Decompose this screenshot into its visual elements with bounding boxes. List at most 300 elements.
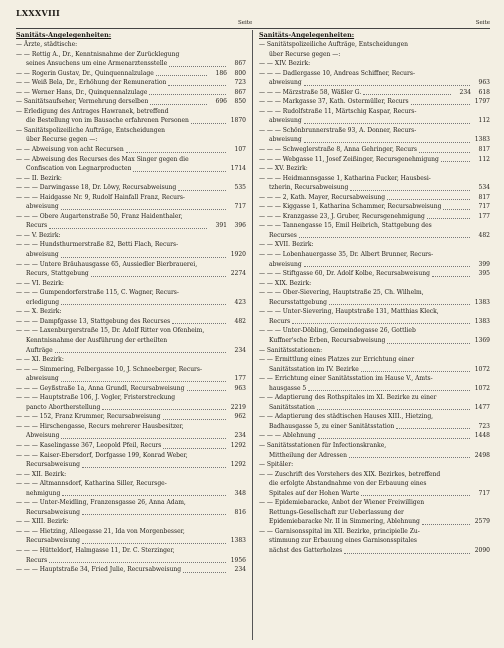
- entry-text: Abweisung: [26, 432, 60, 440]
- entry-text: — — X. Bezirk:: [16, 308, 62, 316]
- dot-leader: [304, 85, 470, 86]
- dot-leader: [308, 390, 470, 391]
- index-entry: [16, 498, 246, 508]
- index-entry: [259, 59, 490, 69]
- index-entry: [259, 451, 490, 461]
- index-entry: [16, 441, 246, 451]
- entry-text: — — — Kaiser-Ebersdorf, Dorfgasse 199, Konrad Weber,: [16, 451, 188, 459]
- entry-text: — — Zuschrift des Vorstehers des XIX. Bezirkes, betreffend: [259, 470, 441, 478]
- page-reference: 399: [478, 260, 490, 268]
- index-entry: [16, 155, 246, 165]
- index-entry: [259, 279, 490, 289]
- entry-text: — — — 2, Kath. Mayer, Recursabweisung: [259, 193, 386, 201]
- index-entry: [16, 470, 246, 480]
- page-reference: 1383: [474, 136, 490, 144]
- index-entry: [259, 412, 490, 422]
- right-column: [253, 30, 490, 640]
- index-entry: [16, 365, 246, 375]
- section-title: Sanitäts-Angelegenheiten:: [16, 31, 112, 39]
- page-reference: 1072: [474, 365, 490, 373]
- entry-text: — — — Laxenburgerstraße 15, Dr. Adolf Ritter von Ofenheim,: [16, 327, 205, 335]
- index-entry: [16, 88, 246, 98]
- entry-text: — — — Schönbrunnerstraße 93, A. Donner, Recurs-: [259, 126, 417, 134]
- page-reference: 1714: [230, 165, 246, 173]
- entry-text: — — V. Bezirk:: [16, 231, 61, 239]
- entry-text: Epidemiebaracke Nr. II in Simmering, Ablehnung: [269, 518, 420, 526]
- page-reference: 1383: [474, 298, 490, 306]
- index-entry: [259, 422, 490, 432]
- dot-leader: [61, 257, 226, 258]
- index-entry: [259, 88, 490, 98]
- entry-text: — — — Unter-Meidling, Franzensgasse 26, Anna Adam,: [16, 499, 186, 507]
- page-reference: 423: [234, 298, 246, 306]
- page-reference: 1956: [230, 556, 246, 564]
- page-reference: 1383: [230, 537, 246, 545]
- dot-leader: [82, 467, 226, 468]
- entry-text: — Ärzte, städtische:: [16, 41, 78, 48]
- page-reference-second: 396: [234, 222, 246, 230]
- page-reference: 234: [234, 566, 246, 574]
- entry-text: — — — Kiggasse 1, Katharina Schammer, Recursabweisung: [259, 203, 442, 211]
- dot-leader: [387, 343, 470, 344]
- index-entry: [16, 279, 246, 289]
- entry-text: — — XII. Bezirk:: [16, 470, 67, 478]
- dot-leader: [163, 419, 226, 420]
- page-reference: 395: [478, 270, 490, 278]
- index-entry: [259, 374, 490, 384]
- index-entry: [16, 69, 246, 79]
- entry-text: — — VI. Bezirk:: [16, 279, 64, 287]
- dot-leader: [49, 228, 207, 229]
- index-entry: [16, 97, 246, 107]
- dot-leader: [102, 409, 226, 410]
- page-reference: 1369: [474, 336, 490, 344]
- entry-text: — — Werner Hans, Dr., Quinquennalzulage: [16, 88, 148, 96]
- entry-text: erledigung: [26, 298, 60, 306]
- entry-text: — — — Hauptstraße 106, J. Vogler, Fristerstreckung: [16, 394, 176, 402]
- index-entry: [259, 116, 490, 126]
- index-entry: [259, 470, 490, 480]
- index-entry: [16, 346, 246, 356]
- index-entry: [259, 126, 490, 136]
- entry-text: — — — Dadlergasse 10, Andreas Schiffner, Recurs-: [259, 69, 416, 77]
- entry-text: Recursabweisung: [26, 461, 80, 469]
- index-entry: [16, 546, 246, 556]
- entry-text: — — XIX. Bezirk:: [259, 279, 312, 287]
- page-reference: 816: [234, 508, 246, 516]
- dot-leader: [299, 237, 470, 238]
- entry-text: — — — Simmering, Felbergasse 10, J. Schneeberger, Recurs-: [16, 365, 203, 373]
- index-entry: [259, 326, 490, 336]
- dot-leader: [318, 438, 470, 439]
- page-reference: 2090: [474, 546, 490, 554]
- entry-text: abweisung: [269, 79, 302, 87]
- index-entry: [16, 384, 246, 394]
- page-reference: 962: [234, 413, 246, 421]
- index-entry: [16, 355, 246, 365]
- index-entry: [259, 460, 490, 470]
- dot-leader: [133, 171, 226, 172]
- entry-text: — Sanitätspolizeiliche Aufträge, Entscheidungen: [16, 126, 166, 134]
- entry-text: Recurses: [269, 231, 297, 239]
- entry-text: — — II. Bezirk:: [16, 174, 62, 182]
- dot-leader: [82, 543, 226, 544]
- index-entry: [16, 221, 246, 231]
- index-entry: [259, 498, 490, 508]
- entry-text: abweisung: [269, 136, 302, 144]
- entry-text: die Bestellung von im Bausache erfahrenen Personen: [26, 117, 189, 125]
- dot-leader: [427, 218, 470, 219]
- page-reference: 717: [234, 203, 246, 211]
- page-reference: 177: [234, 375, 246, 383]
- index-columns: [16, 30, 490, 640]
- header-rule: [16, 28, 490, 29]
- index-entry: [16, 508, 246, 518]
- entry-text: — — Rogerin Gustav, Dr., Quinquennalzulage: [16, 69, 154, 77]
- page-reference: 723: [478, 422, 490, 430]
- index-entry: [259, 517, 490, 527]
- index-entry: [259, 212, 490, 222]
- index-entry: [16, 403, 246, 413]
- index-entry: [16, 412, 246, 422]
- entry-text: — — — Gumpendorferstraße 115, C. Wagner, Recurs-: [16, 289, 179, 297]
- entry-text: Aufträge: [26, 346, 53, 354]
- index-entry: [259, 508, 490, 518]
- index-entry: [259, 50, 490, 60]
- page-reference: 2579: [474, 518, 490, 526]
- page-reference: 717: [478, 489, 490, 497]
- index-entry: [259, 250, 490, 260]
- page-reference: 1292: [230, 461, 246, 469]
- dot-leader: [441, 161, 470, 162]
- index-entry: [16, 193, 246, 203]
- dot-leader: [62, 495, 226, 496]
- index-entry: [16, 250, 246, 260]
- page-reference: 348: [234, 489, 246, 497]
- index-entry: [259, 431, 490, 441]
- entry-text: — — — Unter-Sievering, Hauptstraße 131, Matthias Kleck,: [259, 308, 439, 316]
- entry-text: — Spitäler:: [259, 461, 294, 469]
- entry-text: — — Rettig A., Dr., Kenntnisnahme der Zurücklegung: [16, 50, 180, 58]
- entry-text: — Sanitätsstationen:: [259, 346, 323, 354]
- entry-text: Recursabweisung: [26, 537, 80, 545]
- entry-text: Recurs: [26, 556, 48, 564]
- page-reference-second: 850: [234, 98, 246, 106]
- index-entry: [259, 479, 490, 489]
- page-reference: 717: [478, 203, 490, 211]
- index-entry: [259, 384, 490, 394]
- index-entry: [259, 260, 490, 270]
- page-reference: 1920: [230, 251, 246, 259]
- entry-text: — Sanitätspolizeiliche Aufträge, Entscheidungen: [259, 41, 409, 48]
- entry-text: Kuffner'sche Erben, Recursabweisung: [269, 336, 386, 344]
- page-reference: 112: [478, 117, 490, 125]
- index-entry: [16, 479, 246, 489]
- index-entry: [16, 50, 246, 60]
- entry-text: — — XIII. Bezirk:: [16, 518, 69, 526]
- dot-leader: [387, 199, 470, 200]
- entry-text: — — — Markgasse 37, Kath. Ostermüller, Recurs: [259, 98, 409, 106]
- entry-text: — Sanitätsstationen für Infectionskranke,: [259, 441, 387, 449]
- index-entry: [16, 431, 246, 441]
- page-reference: 112: [478, 155, 490, 163]
- dot-leader: [349, 457, 470, 458]
- dot-leader: [191, 123, 226, 124]
- entry-text: nächst des Gatterholzes: [269, 546, 343, 554]
- index-entry: [16, 451, 246, 461]
- page-reference: 186: [215, 69, 227, 77]
- entry-text: abweisung: [26, 251, 59, 259]
- page-reference: 1383: [474, 317, 490, 325]
- page-reference: 1448: [474, 432, 490, 440]
- page-reference: 963: [478, 79, 490, 87]
- index-entry: [16, 107, 246, 117]
- dot-leader: [411, 104, 470, 105]
- entry-text: — — — Haidgasse Nr. 9, Rudolf Hainfall Franz, Recurs-: [16, 193, 185, 201]
- index-entry: [259, 174, 490, 184]
- index-entry: [16, 164, 246, 174]
- entry-text: Badhausgasse 5, zu einer Sanitätsstation: [269, 422, 395, 430]
- entry-text: Recursabweisung: [26, 508, 80, 516]
- index-entry: [259, 307, 490, 317]
- entry-text: Confiscation von Legnarproducten: [26, 165, 132, 173]
- index-entry: [16, 307, 246, 317]
- index-entry: [259, 202, 490, 212]
- index-entry: [259, 193, 490, 203]
- entry-text: — — Epidemiebaracke, Anbot der Wiener Freiwilligen: [259, 499, 425, 507]
- dot-leader: [329, 304, 470, 305]
- entry-text: — Erledigung des Antrages Hawranek, betreffend: [16, 107, 169, 115]
- index-entry: [259, 489, 490, 499]
- page-reference: 107: [234, 146, 246, 154]
- page-reference-second: 618: [478, 88, 490, 96]
- entry-text: — — Errichtung einer Sanitätsstation im Hause V., Amts-: [259, 375, 433, 383]
- dot-leader: [304, 123, 470, 124]
- entry-text: über Recurse gegen —:: [26, 136, 98, 144]
- index-entry: [16, 517, 246, 527]
- index-entry: [16, 556, 246, 566]
- entry-text: Recurs: [26, 222, 48, 230]
- dot-leader: [350, 190, 470, 191]
- page-reference: 234: [234, 432, 246, 440]
- index-entry: [259, 78, 490, 88]
- index-entry: [259, 288, 490, 298]
- index-entry: [16, 298, 246, 308]
- entry-text: — — — Rudolfstraße 11, Märtschig Kaspar, Recurs-: [259, 107, 417, 115]
- entry-text: abweisung: [26, 375, 59, 383]
- page-reference: 1870: [230, 117, 246, 125]
- dot-leader: [172, 323, 226, 324]
- entry-text: — — Weiß Bela, Dr., Erhöhung der Remuneration: [16, 79, 167, 87]
- page-reference: 963: [234, 384, 246, 392]
- page-reference: 534: [478, 184, 490, 192]
- page-reference: 535: [234, 184, 246, 192]
- entry-text: die erfolgte Abstandnahme von der Erbauung eines: [269, 480, 427, 488]
- dot-leader: [292, 323, 470, 324]
- dot-leader: [396, 428, 470, 429]
- page-number: LXXXVIII: [16, 8, 61, 18]
- index-entry: [16, 240, 246, 250]
- entry-text: — — XI. Bezirk:: [16, 356, 64, 364]
- dot-leader: [169, 66, 226, 67]
- dot-leader: [61, 438, 226, 439]
- page-reference: 817: [478, 193, 490, 201]
- index-entry: [259, 441, 490, 451]
- dot-leader: [422, 524, 470, 525]
- entry-text: — — — Stiftgasse 60, Dr. Adolf Kolbe, Recursabweisung: [259, 270, 430, 278]
- index-entry: [16, 135, 246, 145]
- entry-text: — — Abweisung von acht Recursen: [16, 146, 124, 154]
- index-entry: [259, 393, 490, 403]
- index-entry: [259, 336, 490, 346]
- index-entry: [259, 155, 490, 165]
- entry-text: — — — Ablehnung: [259, 432, 316, 440]
- index-entry: [259, 107, 490, 117]
- entry-text: — — XVII. Bezirk:: [259, 241, 314, 249]
- index-entry: [259, 317, 490, 327]
- dot-leader: [149, 94, 226, 95]
- index-entry: [259, 135, 490, 145]
- page-reference: 2219: [230, 403, 246, 411]
- page-reference: 2498: [474, 451, 490, 459]
- entry-text: abweisung: [269, 260, 302, 268]
- index-entry: [259, 298, 490, 308]
- entry-text: — — XV. Bezirk:: [259, 165, 308, 173]
- dot-leader: [178, 190, 226, 191]
- index-entry: [259, 231, 490, 241]
- dot-leader: [183, 572, 226, 573]
- index-entry: [16, 202, 246, 212]
- page-reference: 723: [234, 79, 246, 87]
- dot-leader: [150, 104, 207, 105]
- dot-leader: [126, 152, 226, 153]
- dot-leader: [432, 276, 470, 277]
- page-reference: 2274: [230, 270, 246, 278]
- entry-text: — — Garnisonsspital im XII. Bezirke, principielle Zu-: [259, 527, 420, 535]
- entry-text: seines Ansuchens um eine Armenarztensstelle: [26, 60, 168, 68]
- dot-leader: [61, 381, 226, 382]
- entry-text: pancto Abortherstellung: [26, 403, 101, 411]
- index-entry: [16, 536, 246, 546]
- index-entry: [16, 145, 246, 155]
- entry-text: hausgasse 5: [269, 384, 307, 392]
- index-entry: [16, 565, 246, 575]
- index-entry: [16, 374, 246, 384]
- index-entry: [259, 183, 490, 193]
- entry-text: — Sanitätsaufseher, Vermehrung derselben: [16, 98, 149, 106]
- dot-leader: [363, 94, 451, 95]
- entry-text: stimmung zur Erbauung eines Garnisonsspitales: [269, 537, 417, 545]
- entry-text: — — — Altmannsdorf, Katharina Siller, Recursge-: [16, 480, 167, 488]
- dot-leader: [82, 514, 226, 515]
- entry-text: — — — Webgasse 11, Josef Zeißinger, Recursgenehmigung: [259, 155, 439, 163]
- page-reference: 867: [234, 88, 246, 96]
- index-entry: [16, 116, 246, 126]
- page-reference: 1292: [230, 441, 246, 449]
- entry-text: Spitales auf der Hohen Warte: [269, 489, 360, 497]
- page-reference: 1477: [474, 403, 490, 411]
- index-entry: [259, 240, 490, 250]
- index-entry: [259, 365, 490, 375]
- page-reference: 696: [215, 98, 227, 106]
- index-entry: [259, 40, 490, 50]
- dot-leader: [156, 75, 207, 76]
- entry-text: Mittheilung der Adressen: [269, 451, 347, 459]
- index-entry: [259, 145, 490, 155]
- page-reference: 867: [234, 60, 246, 68]
- index-entry: [16, 460, 246, 470]
- dot-leader: [419, 152, 470, 153]
- dot-leader: [361, 371, 470, 372]
- entry-text: — — — Dampfgasse 13, Stattgebung des Recurses: [16, 317, 171, 325]
- entry-text: Recurs, Stattgebung: [26, 270, 89, 278]
- entry-text: — — Abweisung des Recurses des Max Singer gegen die: [16, 155, 189, 163]
- index-entry: [259, 527, 490, 537]
- entry-text: — — Ermittlung eines Platzes zur Errichtung einer: [259, 356, 415, 364]
- entry-text: tzherin, Recursabweisung: [269, 184, 349, 192]
- dot-leader: [344, 553, 470, 554]
- index-entry: [259, 403, 490, 413]
- entry-text: nehmigung: [26, 489, 61, 497]
- entry-text: — — — Kranzgasse 23, J. Gruber, Recursgenehmigung: [259, 212, 425, 220]
- entry-text: Sanitätsstation im IV. Bezirke: [269, 365, 359, 373]
- index-entry: [16, 260, 246, 270]
- index-entry: [16, 212, 246, 222]
- index-entry: [16, 40, 246, 50]
- index-entry: [16, 78, 246, 88]
- entry-text: — — — Hirschengasse, Recurs mehrerer Hausbesitzer,: [16, 422, 184, 430]
- section-title: Sanitäts-Angelegenheiten:: [259, 31, 355, 39]
- page-reference: 817: [478, 146, 490, 154]
- page-reference: 391: [215, 222, 227, 230]
- index-entry: [259, 346, 490, 356]
- entry-text: Kenntnisnahme der Ausführung der ertheilten: [26, 336, 168, 344]
- entry-text: — — — Unter-Döbling, Gemeindegasse 26, Gottlieb: [259, 327, 416, 335]
- entry-text: — — — Märzstraße 58, Wäßler G.: [259, 88, 362, 96]
- page-reference: 482: [478, 231, 490, 239]
- entry-text: — — — Lobenhauergasse 35, Dr. Albert Brunner, Recurs-: [259, 251, 434, 259]
- index-entry: [16, 183, 246, 193]
- entry-text: — — — Hauptstraße 34, Fried Julie, Recursabweisung: [16, 566, 182, 574]
- index-entry: [16, 174, 246, 184]
- page-reference: 177: [478, 212, 490, 220]
- dot-leader: [49, 562, 226, 563]
- index-entry: [16, 288, 246, 298]
- page-reference: 234: [459, 88, 471, 96]
- dot-leader: [304, 266, 470, 267]
- index-entry: [259, 221, 490, 231]
- index-entry: [259, 536, 490, 546]
- index-entry: [16, 269, 246, 279]
- entry-text: über Recurse gegen —:: [269, 50, 341, 58]
- dot-leader: [304, 142, 470, 143]
- dot-leader: [168, 85, 226, 86]
- entry-text: — — — Kaselingasse 367, Leopold Pfeil, Recurs: [16, 441, 162, 449]
- page-reference: 1072: [474, 384, 490, 392]
- index-entry: [16, 317, 246, 327]
- seite-label-right: Seite: [475, 20, 490, 26]
- entry-text: Recursstattgebung: [269, 298, 327, 306]
- dot-leader: [187, 390, 227, 391]
- dot-leader: [443, 209, 470, 210]
- entry-text: — — — Darwingasse 18, Dr. Löwy, Recursabweisung: [16, 184, 177, 192]
- entry-text: — — — Obere Augartenstraße 50, Franz Haidenthaler,: [16, 212, 183, 220]
- page-reference: 234: [234, 346, 246, 354]
- page-reference: 482: [234, 317, 246, 325]
- index-entry: [16, 59, 246, 69]
- index-entry: [259, 355, 490, 365]
- entry-text: — — — Tannengasse 15, Emil Heibrich, Stattgebung des: [259, 222, 432, 230]
